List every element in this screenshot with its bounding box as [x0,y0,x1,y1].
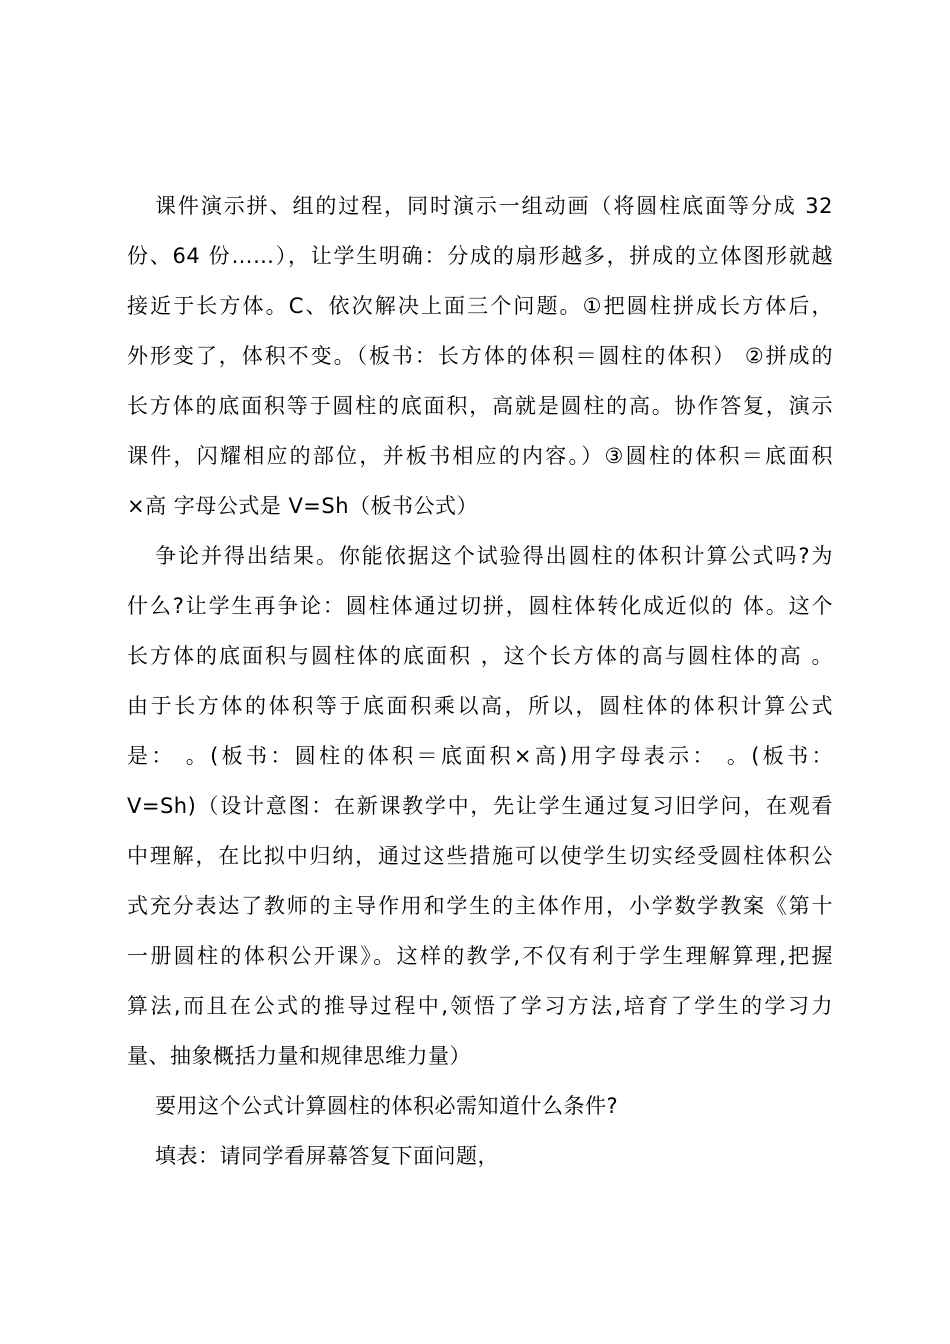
paragraph-1-line-4: 外形变了，体积不变。（板书：长方体的体积＝圆柱的体积） ②拼成的 [127,344,833,368]
paragraph-2-line-8: 式充分表达了教师的主导作用和学生的主体作用，小学数学教案《第十 [127,894,833,918]
paragraph-2-line-5: 是： 。(板书：圆柱的体积＝底面积×高)用字母表示： 。(板书： [127,744,833,768]
paragraph-1-line-5: 长方体的底面积等于圆柱的底面积，高就是圆柱的高。协作答复，演示 [127,394,833,418]
paragraph-1-line-1: 课件演示拼、组的过程，同时演示一组动画（将圆柱底面等分成 32 [155,194,833,218]
paragraph-2-line-2: 什么?让学生再争论：圆柱体通过切拼，圆柱体转化成近似的 体。这个 [127,594,833,618]
paragraph-1-line-7: ×高 字母公式是 V=Sh（板书公式） [127,494,479,518]
paragraph-2-line-10: 算法,而且在公式的推导过程中,领悟了学习方法,培育了学生的学习力 [127,994,833,1018]
paragraph-2-line-3: 长方体的底面积与圆柱体的底面积 ，这个长方体的高与圆柱体的高 。 [127,644,833,668]
paragraph-2-line-4: 由于长方体的体积等于底面积乘以高，所以，圆柱体的体积计算公式 [127,694,833,718]
paragraph-2-line-9: 一册圆柱的体积公开课》。这样的教学,不仅有利于学生理解算理,把握 [127,944,833,968]
paragraph-4-line-1: 填表：请同学看屏幕答复下面问题， [155,1144,499,1168]
paragraph-2-line-1: 争论并得出结果。你能依据这个试验得出圆柱的体积计算公式吗?为 [155,544,833,568]
paragraph-1-line-2: 份、64 份……），让学生明确：分成的扇形越多，拼成的立体图形就越 [127,244,833,268]
paragraph-2-line-7: 中理解，在比拟中归纳，通过这些措施可以使学生切实经受圆柱体积公 [127,844,833,868]
paragraph-2-line-11: 量、抽象概括力量和规律思维力量） [127,1044,471,1068]
paragraph-3-line-1: 要用这个公式计算圆柱的体积必需知道什么条件? [155,1094,619,1118]
paragraph-2-line-6: V=Sh)（设计意图：在新课教学中，先让学生通过复习旧学问，在观看 [127,794,833,818]
paragraph-1-line-3: 接近于长方体。C、依次解决上面三个问题。①把圆柱拼成长方体后， [127,294,833,318]
paragraph-1-line-6: 课件，闪耀相应的部位，并板书相应的内容。）③圆柱的体积＝底面积 [127,444,833,468]
